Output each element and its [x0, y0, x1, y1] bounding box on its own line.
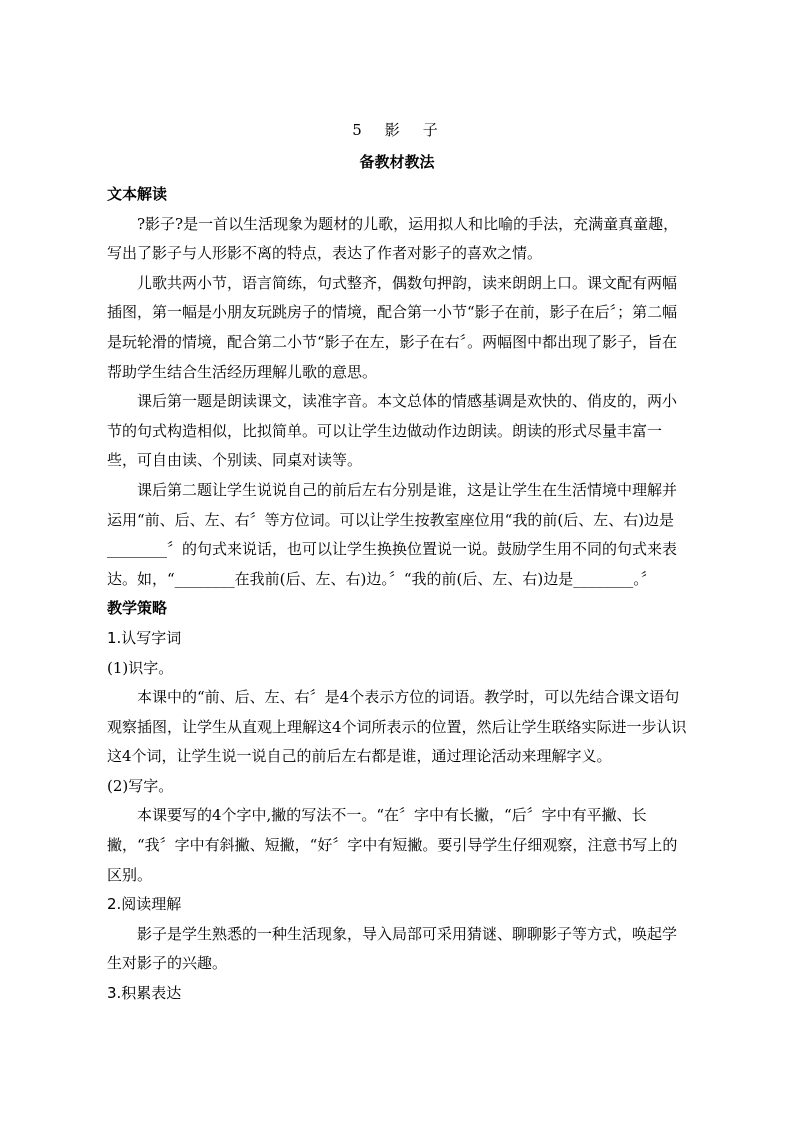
paragraph: 课后第一题是朗读课文，读准字音。本文总体的情感基调是欢快的、俏皮的，两小节的句式构造相似，比拟简单。可以让学生边做动作边朗读。朗读的形式尽量丰富一些，可自由读、个别读、同桌对读等。 — [107, 392, 678, 470]
subsection-heading: 2.阅读理解 — [107, 895, 182, 914]
list-item-label: (1)识字。 — [107, 658, 174, 677]
list-item-label: (2)写字。 — [107, 776, 174, 795]
lesson-title: 5 影 子 — [352, 121, 442, 139]
lesson-subtitle: 备教材教法 — [359, 153, 435, 171]
paragraph: 影子是学生熟悉的一种生活现象，导入局部可采用猜谜、聊聊影子等方式，唤起学生对影子的兴趣。 — [107, 924, 678, 973]
section-heading-text-reading: 文本解读 — [107, 185, 168, 203]
section-heading-strategy: 教学策略 — [107, 599, 168, 618]
paragraph: ?影子?是一首以生活现象为题材的儿歌，运用拟人和比喻的手法，充满童真童趣，写出了影子与人形影不离的特点，表达了作者对影子的喜欢之情。 — [107, 214, 679, 263]
subsection-heading: 3.积累表达 — [107, 984, 182, 1003]
subsection-heading: 1.认写字词 — [107, 628, 182, 647]
paragraph: 本课要写的4个字中,撇的写法不一。“在〞字中有长撇，“后〞字中有平撇、长撇，“我〞字中有斜撇、短撇，“好〞字中有短撇。要引导学生仔细观察，注意书写上的区别。 — [107, 806, 678, 884]
document-body — [107, 180, 687, 1009]
paragraph: 儿歌共两小节，语言简练，句式整齐，偶数句押韵，读来朗朗上口。课文配有两幅插图，第一幅是小朋友玩跳房子的情境，配合第一小节“影子在前，影子在后〞；第二幅是玩轮滑的情境，配合第二小节“影子在左，影子在右〞。两幅图中都出现了影子，旨在帮助学生结合生活经历理解儿歌的意思。 — [107, 273, 678, 381]
paragraph: 本课中的“前、后、左、右〞是4个表示方位的词语。教学时，可以先结合课文语句观察插图，让学生从直观上理解这4个词所表示的位置，然后让学生联络实际进一步认识这4个词，让学生说一说自己的前后左右都是谁，通过理论活动来理解字义。 — [107, 688, 687, 766]
paragraph: 课后第二题让学生说说自己的前后左右分别是谁，这是让学生在生活情境中理解并运用“前、后、左、右〞等方位词。可以让学生按教室座位用“我的前(后、左、右)边是________〞的句式来说话，也可以让学生换换位置说一说。鼓励学生用不同的句式来表达。如，“________在我前(后、左、右)边。〞“我的前(后、左、右)边是________。〞 — [107, 480, 678, 588]
